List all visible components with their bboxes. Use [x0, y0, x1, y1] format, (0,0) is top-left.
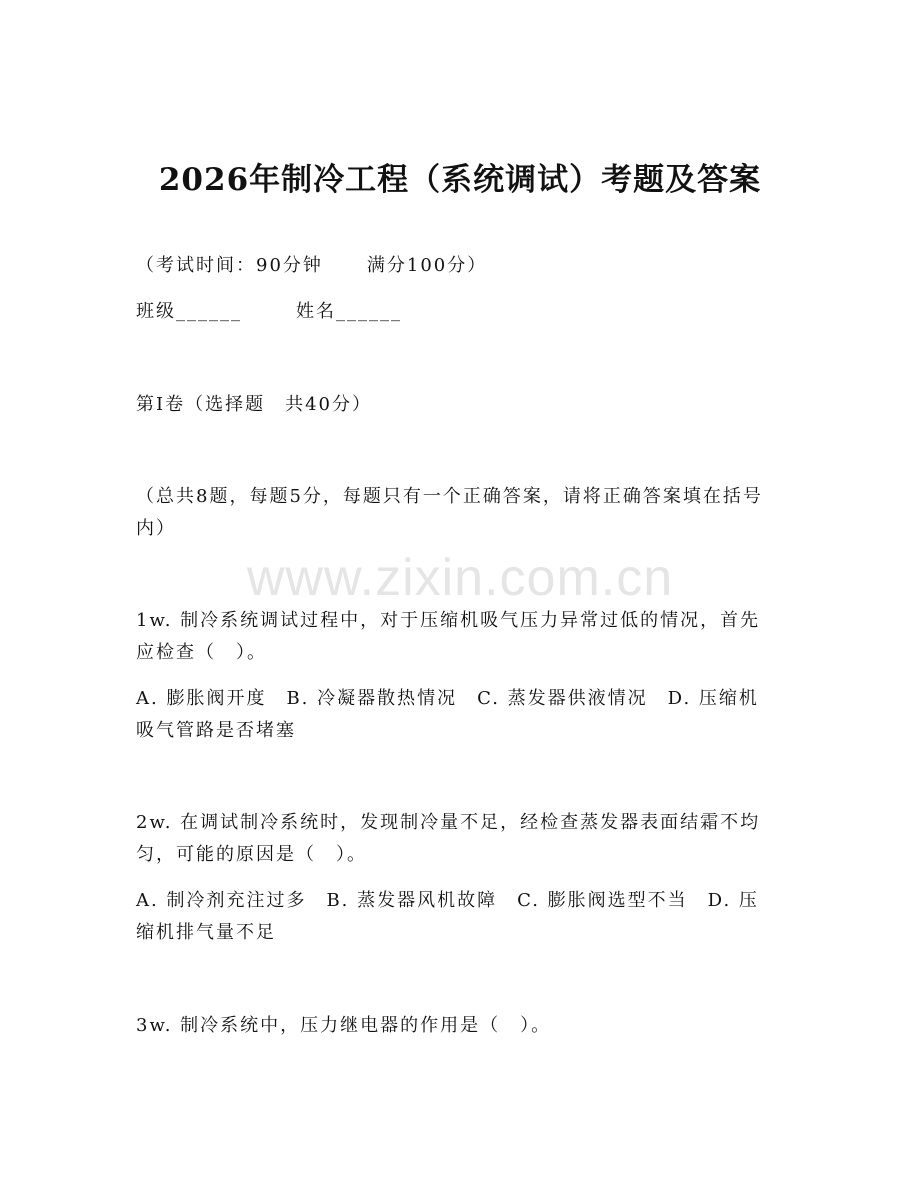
instructions: （总共8题，每题5分，每题只有一个正确答案，请将正确答案填在括号内） — [136, 486, 763, 539]
class-field: 班级______ — [136, 301, 242, 322]
question-1-options: A. 膨胀阀开度 B. 冷凝器散热情况 C. 蒸发器供液情况 D. 压缩机吸气管路是否堵塞 — [136, 688, 759, 741]
student-fields — [136, 296, 776, 328]
question-3-stem: 3w. 制冷系统中，压力继电器的作用是（ ）。 — [136, 1015, 552, 1036]
page-title: 2026年制冷工程（系统调试）考题及答案 — [158, 162, 762, 198]
question-2-options: A. 制冷剂充注过多 B. 蒸发器风机故障 C. 膨胀阀选型不当 D. 压缩机排气量不足 — [136, 890, 759, 943]
watermark: www.zixin.com.cn — [246, 549, 674, 607]
name-field: 姓名______ — [296, 301, 402, 322]
section-heading: 第I卷（选择题 共40分） — [136, 394, 373, 415]
exam-time: （考试时间：90分钟 — [136, 255, 323, 276]
question-2-stem: 2w. 在调试制冷系统时，发现制冷量不足，经检查蒸发器表面结霜不均匀，可能的原因是（ ）。 — [136, 812, 761, 865]
question-1-stem: 1w. 制冷系统调试过程中，对于压缩机吸气压力异常过低的情况，首先应检查（ ）。 — [136, 610, 761, 663]
exam-score: 满分100分） — [366, 255, 488, 276]
exam-info — [136, 250, 776, 282]
